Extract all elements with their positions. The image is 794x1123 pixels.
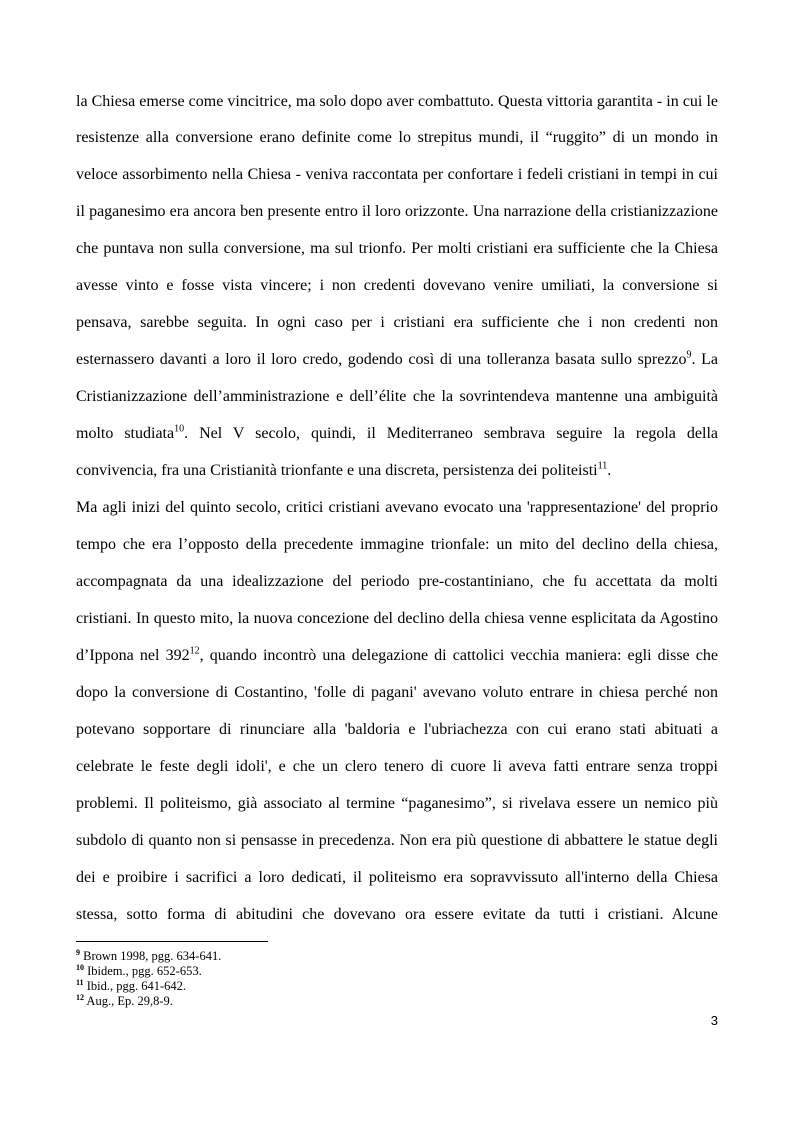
footnote-text: Aug., Ep. 29,8-9.: [84, 994, 173, 1008]
text-run: molto studiata: [76, 425, 175, 442]
text-line: subdolo di quanto non si pensasse in precedenza. Non era più questione di abbattere le statue degli: [76, 832, 718, 849]
text-line: Cristianizzazione dell’amministrazione e dell’élite che la sovrintendeva mantenne una ambiguità: [76, 388, 718, 405]
footnote-text: Brown 1998, pgg. 634-641.: [80, 949, 222, 963]
text-line: dei e proibire i sacrifici a loro dedicati, il politeismo era sopravvissuto all'interno della Chiesa: [76, 869, 718, 886]
footnote: [76, 949, 221, 963]
text-line: avesse vinto e fosse vista vincere; i non credenti dovevano venire umiliati, la conversione si: [76, 277, 718, 294]
footnote-number: 9: [76, 947, 80, 957]
text-line: Ma agli inizi del quinto secolo, critici cristiani avevano evocato una 'rappresentazione' del proprio: [76, 499, 718, 516]
text-line: problemi. Il politeismo, già associato al termine “paganesimo”, si rivelava essere un nemico più: [76, 795, 718, 812]
footnote-number: 12: [76, 992, 84, 1002]
text-line: stessa, sotto forma di abitudini che dovevano ora essere evitate da tutti i cristiani. Alcune: [76, 906, 718, 923]
footnote-separator: [76, 941, 268, 942]
text-line: accompagnata da una idealizzazione del periodo pre-costantiniano, che fu accettata da molti: [76, 573, 718, 590]
text-run: convivencia, fra una Cristianità trionfante e una discreta, persistenza dei politeisti: [76, 462, 598, 479]
footnote-ref: 10: [174, 423, 185, 435]
footnote-text: Ibidem., pgg. 652-653.: [84, 964, 202, 978]
text-run: .: [607, 462, 612, 479]
footnote: [76, 979, 186, 993]
text-line: resistenze alla conversione erano definite come lo strepitus mundi, il “ruggito” di un mondo in: [76, 129, 718, 146]
footnote-ref: 12: [189, 645, 200, 657]
text-run: esternassero davanti a loro il loro credo, godendo così di una tolleranza basata sullo sprezzo: [76, 351, 687, 368]
footnote: [76, 994, 173, 1008]
footnote-number: 10: [76, 962, 84, 972]
text-line: [76, 461, 718, 481]
text-line: la Chiesa emerse come vincitrice, ma solo dopo aver combattuto. Questa vittoria garantita - in cui le: [76, 93, 718, 110]
page-number: 3: [710, 1013, 718, 1028]
text-run: d’Ippona nel 392: [76, 647, 190, 664]
footnote: [76, 964, 202, 978]
footnote-text: Ibid., pgg. 641-642.: [83, 979, 186, 993]
footnote-number: 11: [76, 977, 84, 987]
text-line: che puntava non sulla conversione, ma sul trionfo. Per molti cristiani era sufficiente che la Chiesa: [76, 240, 718, 257]
text-line: [76, 350, 718, 370]
text-line: dopo la conversione di Costantino, 'folle di pagani' avevano voluto entrare in chiesa perché non: [76, 684, 718, 701]
text-line: [76, 424, 718, 444]
text-line: veloce assorbimento nella Chiesa - veniva raccontata per confortare i fedeli cristiani in tempi in cui: [76, 166, 718, 183]
text-line: cristiani. In questo mito, la nuova concezione del declino della chiesa venne esplicitata da Agostino: [76, 610, 718, 627]
text-line: potevano sopportare di rinunciare alla 'baldoria e l'ubriachezza con cui erano stati abituati a: [76, 721, 718, 738]
text-run: . Nel V secolo, quindi, il Mediterraneo sembrava seguire la regola della: [184, 425, 718, 442]
text-line: celebrate le feste degli idoli', e che un clero tenero di cuore li aveva fatti entrare senza troppi: [76, 758, 718, 775]
text-run: . La: [691, 351, 719, 368]
text-line: [76, 646, 718, 666]
text-run: , quando incontrò una delegazione di cattolici vecchia maniera: egli disse che: [199, 647, 718, 664]
footnote-ref: 9: [686, 349, 692, 361]
text-line: pensava, sarebbe seguita. In ogni caso per i cristiani era sufficiente che i non credenti non: [76, 314, 718, 331]
text-line: il paganesimo era ancora ben presente entro il loro orizzonte. Una narrazione della cristianizzazione: [76, 203, 718, 220]
footnote-ref: 11: [597, 460, 608, 472]
text-line: tempo che era l’opposto della precedente immagine trionfale: un mito del declino della chiesa,: [76, 536, 718, 553]
